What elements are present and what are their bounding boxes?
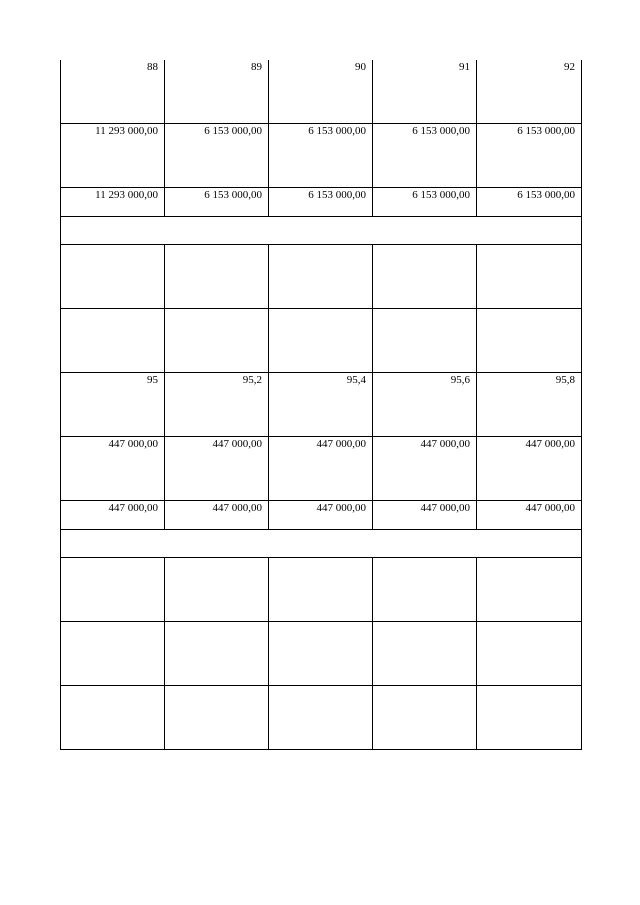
table-cell — [165, 558, 269, 622]
table-cell — [61, 686, 165, 750]
table-cell: 447 000,00 — [269, 501, 373, 530]
section-row-cell — [61, 530, 582, 558]
table-cell — [165, 622, 269, 686]
table-cell — [477, 622, 582, 686]
table-cell: 6 153 000,00 — [269, 124, 373, 188]
table-cell: 447 000,00 — [269, 437, 373, 501]
table-cell: 92 — [477, 60, 582, 124]
table-cell: 6 153 000,00 — [165, 188, 269, 217]
table-cell — [269, 558, 373, 622]
table-cell — [61, 558, 165, 622]
table-cell: 447 000,00 — [477, 437, 582, 501]
table-cell — [61, 245, 165, 309]
table-row — [61, 60, 582, 124]
table-cell — [165, 245, 269, 309]
table-cell — [269, 622, 373, 686]
table-row — [61, 686, 582, 750]
table-cell: 6 153 000,00 — [373, 188, 477, 217]
table-cell: 95 — [61, 373, 165, 437]
table-row — [61, 245, 582, 309]
table-cell: 6 153 000,00 — [477, 124, 582, 188]
table-cell — [165, 686, 269, 750]
table-row — [61, 437, 582, 501]
table-cell — [61, 622, 165, 686]
table-cell — [373, 558, 477, 622]
table-cell — [373, 309, 477, 373]
table-row — [61, 309, 582, 373]
table-cell: 11 293 000,00 — [61, 124, 165, 188]
table-cell: 88 — [61, 60, 165, 124]
table-cell — [477, 686, 582, 750]
table-cell — [373, 245, 477, 309]
table-cell — [373, 686, 477, 750]
table-cell: 91 — [373, 60, 477, 124]
table-cell: 95,2 — [165, 373, 269, 437]
table-cell: 6 153 000,00 — [373, 124, 477, 188]
data-table — [60, 60, 582, 750]
table-cell — [61, 309, 165, 373]
table-cell: 6 153 000,00 — [269, 188, 373, 217]
table-row — [61, 530, 582, 558]
table-row — [61, 558, 582, 622]
table-cell — [165, 309, 269, 373]
table-row — [61, 188, 582, 217]
table-cell — [269, 309, 373, 373]
table-cell: 447 000,00 — [61, 501, 165, 530]
table-row — [61, 622, 582, 686]
table-cell: 447 000,00 — [373, 501, 477, 530]
table-cell: 447 000,00 — [61, 437, 165, 501]
table-cell: 89 — [165, 60, 269, 124]
table-cell: 447 000,00 — [477, 501, 582, 530]
table-cell: 90 — [269, 60, 373, 124]
table-cell: 95,8 — [477, 373, 582, 437]
table-cell: 95,6 — [373, 373, 477, 437]
table-cell — [477, 245, 582, 309]
table-cell — [269, 686, 373, 750]
table-cell — [477, 309, 582, 373]
table-cell: 447 000,00 — [373, 437, 477, 501]
table-cell — [269, 245, 373, 309]
table-cell — [477, 558, 582, 622]
table-row — [61, 124, 582, 188]
table-row — [61, 373, 582, 437]
table-cell: 6 153 000,00 — [477, 188, 582, 217]
table-cell: 6 153 000,00 — [165, 124, 269, 188]
section-row-cell — [61, 217, 582, 245]
table-row — [61, 501, 582, 530]
table-cell: 447 000,00 — [165, 501, 269, 530]
data-table-body — [61, 60, 582, 750]
table-row — [61, 217, 582, 245]
table-cell: 95,4 — [269, 373, 373, 437]
table-cell — [373, 622, 477, 686]
table-cell: 447 000,00 — [165, 437, 269, 501]
table-cell: 11 293 000,00 — [61, 188, 165, 217]
